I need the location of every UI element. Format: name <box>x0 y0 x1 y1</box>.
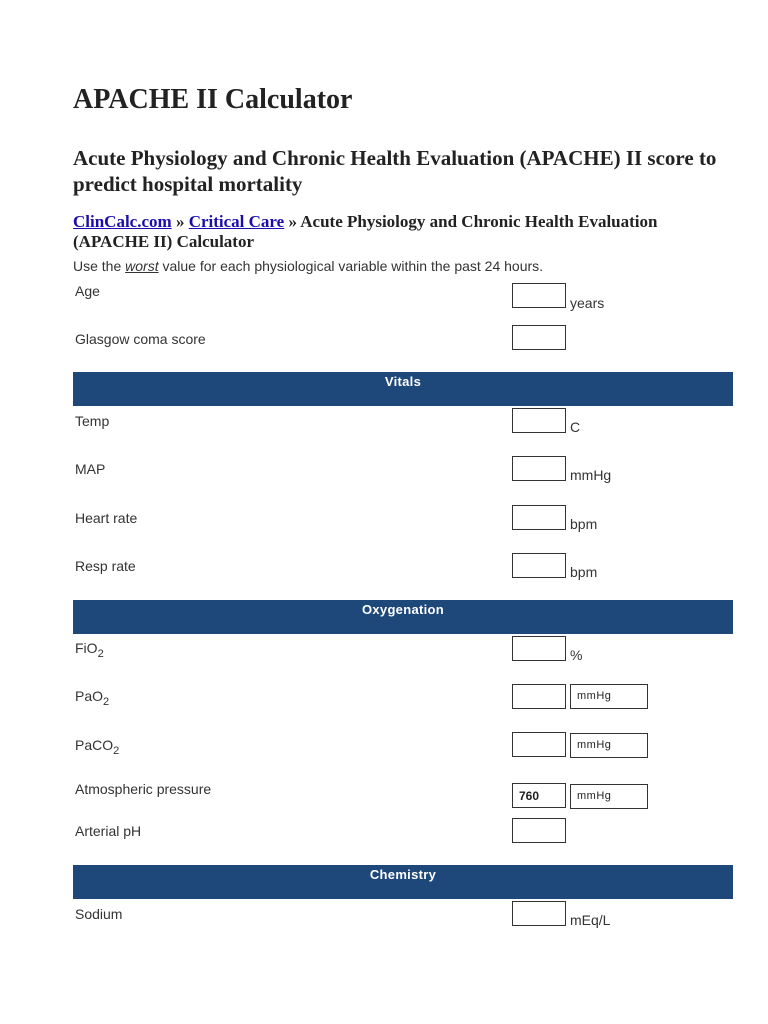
resp-rate-row <box>73 558 733 588</box>
pao2-label-sub: 2 <box>103 696 110 708</box>
paco2-label-sub: 2 <box>113 745 120 757</box>
heart-rate-unit: bpm <box>570 516 598 532</box>
temp-row <box>73 413 733 443</box>
breadcrumb-separator: » <box>288 212 297 231</box>
map-input[interactable] <box>512 456 566 481</box>
breadcrumb <box>73 212 733 252</box>
heart-rate-label: Heart rate <box>75 510 138 526</box>
sodium-row <box>73 906 733 936</box>
temp-unit: C <box>570 419 581 435</box>
sodium-input[interactable] <box>512 901 566 926</box>
fio2-label-sub: 2 <box>97 648 104 660</box>
resp-rate-unit: bpm <box>570 564 598 580</box>
age-row <box>73 283 733 313</box>
paco2-label-main: PaCO <box>75 737 114 753</box>
chemistry-header-label: Chemistry <box>369 867 437 882</box>
atm-pressure-label: Atmospheric pressure <box>75 781 212 797</box>
paco2-row <box>73 737 733 767</box>
temp-label: Temp <box>75 413 110 429</box>
chemistry-section-header <box>73 865 733 899</box>
age-label: Age <box>75 283 100 299</box>
resp-rate-label: Resp rate <box>75 558 136 574</box>
map-label: MAP <box>75 461 106 477</box>
heart-rate-input[interactable] <box>512 505 566 530</box>
fio2-input[interactable] <box>512 636 566 661</box>
breadcrumb-current: Acute Physiology and Chronic Health Evaluation (APACHE II) Calculator <box>73 212 658 251</box>
map-row <box>73 461 733 491</box>
pao2-label <box>75 688 110 708</box>
vitals-header-label: Vitals <box>384 374 422 389</box>
pao2-label-main: PaO <box>75 688 104 704</box>
atm-pressure-row <box>73 781 733 811</box>
fio2-unit: % <box>570 647 583 663</box>
fio2-row <box>73 640 733 670</box>
breadcrumb-home-link[interactable]: ClinCalc.com <box>73 212 172 231</box>
intro-before: Use the <box>73 258 126 274</box>
intro-text <box>73 258 543 274</box>
vitals-section-header <box>73 372 733 406</box>
paco2-label <box>75 737 120 757</box>
atm-pressure-input[interactable] <box>512 783 566 808</box>
temp-input[interactable] <box>512 408 566 433</box>
gcs-row <box>73 331 733 361</box>
intro-after: value for each physiological variable within the past 24 hours. <box>158 258 544 274</box>
map-unit: mmHg <box>570 467 612 483</box>
fio2-label <box>75 640 104 660</box>
fio2-label-main: FiO <box>75 640 98 656</box>
pao2-unit-select[interactable]: mmHg <box>570 684 648 709</box>
sodium-label: Sodium <box>75 906 123 922</box>
paco2-input[interactable] <box>512 732 566 757</box>
resp-rate-input[interactable] <box>512 553 566 578</box>
breadcrumb-separator: » <box>175 212 185 231</box>
gcs-input[interactable] <box>512 325 566 350</box>
intro-emphasis: worst <box>125 258 159 274</box>
page-title: APACHE II Calculator <box>73 84 353 115</box>
page-subtitle: Acute Physiology and Chronic Health Evaluation (APACHE) II score to predict hospital mortality <box>73 146 717 196</box>
arterial-ph-row <box>73 823 733 853</box>
breadcrumb-category-link[interactable]: Critical Care <box>188 212 285 231</box>
age-unit: years <box>570 295 605 311</box>
sodium-unit: mEq/L <box>570 912 611 928</box>
paco2-unit-select[interactable]: mmHg <box>570 733 648 758</box>
oxygenation-header-label: Oxygenation <box>361 602 445 617</box>
gcs-label: Glasgow coma score <box>75 331 206 347</box>
arterial-ph-input[interactable] <box>512 818 566 843</box>
arterial-ph-label: Arterial pH <box>75 823 142 839</box>
pao2-row <box>73 688 733 718</box>
oxygenation-section-header <box>73 600 733 634</box>
pao2-input[interactable] <box>512 684 566 709</box>
heart-rate-row <box>73 510 733 540</box>
age-input[interactable] <box>512 283 566 308</box>
atm-pressure-unit-select[interactable]: mmHg <box>570 784 648 809</box>
